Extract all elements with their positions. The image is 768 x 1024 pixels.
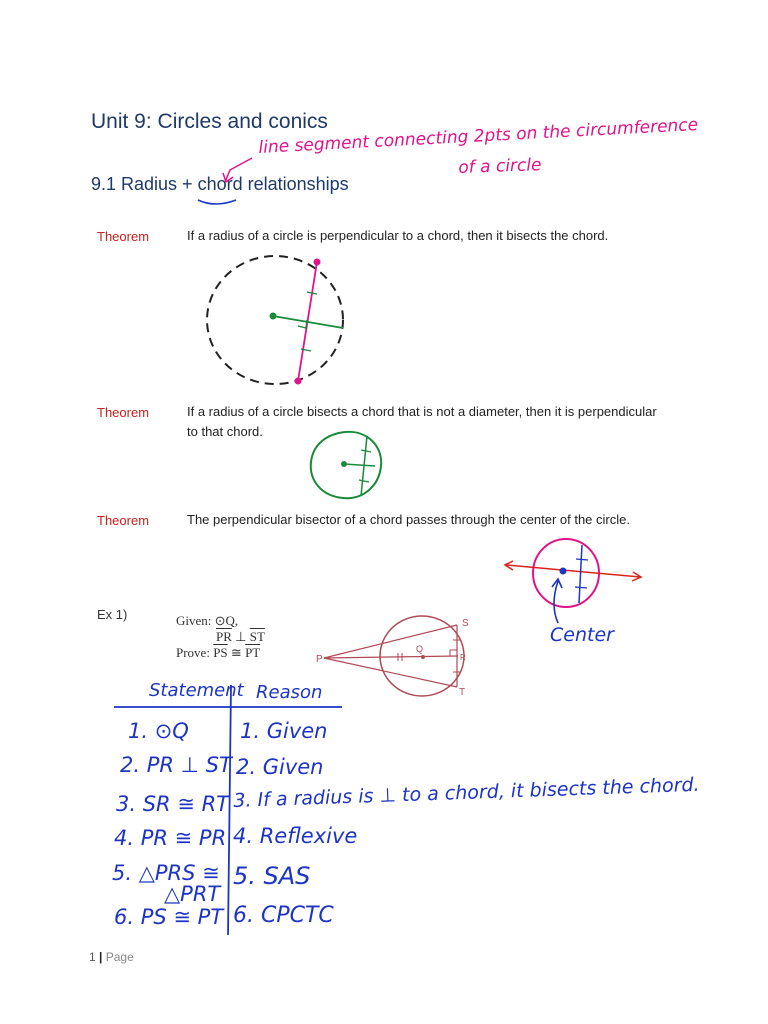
chord-definition-line1: line segment connecting 2pts on the circumference — [258, 114, 699, 158]
proof-reason-1: 1. Given — [240, 719, 328, 743]
prove-segment-pt: $\overline{PT}$ — [245, 645, 261, 660]
theorem-2-text-line1: If a radius of a circle bisects a chord that is not a diameter, then it is perpendicular — [187, 404, 657, 419]
proof-statement-1: 1. ⊙Q — [128, 719, 189, 743]
footer-separator: | — [99, 950, 103, 964]
prove-line: Prove: $\overline{PS}$ ≅ $\overline{PT}$ — [176, 645, 261, 660]
annotation-arrows — [190, 140, 310, 210]
given-segment-pr: $\overline{PR}$ — [216, 629, 232, 644]
point-q — [421, 655, 425, 659]
proof-reason-5: 5. SAS — [233, 862, 311, 890]
tick-mark-top — [576, 559, 588, 560]
chord-underline — [198, 200, 236, 204]
center-point — [560, 568, 567, 575]
unit-title: Unit 9: Circles and conics — [91, 110, 328, 133]
perpendicular-bisector — [506, 565, 640, 577]
proof-statement-5: 5. △PRS ≅ — [112, 861, 220, 885]
proof-reason-4: 4. Reflexive — [233, 824, 358, 848]
example-label: Ex 1) — [97, 607, 128, 622]
tick-mark-top — [307, 292, 317, 294]
chord-endpoint-top — [314, 259, 321, 266]
arrow-line — [225, 158, 252, 182]
proof-header-reason: Reason — [256, 682, 323, 703]
chord-definition-line2: of a circle — [458, 155, 542, 178]
chord-line — [579, 545, 582, 603]
page-label: Page — [105, 950, 134, 964]
proof-reason-3: 3. If a radius is ⊥ to a chord, it bisects the chord. — [233, 773, 700, 812]
center-label: Center — [550, 624, 614, 646]
label-p: P — [316, 654, 323, 665]
proof-header-statement: Statement — [149, 680, 244, 701]
given-perp-line: $\overline{PR}$ ⊥ $\overline{ST}$ — [216, 629, 265, 644]
tick-mark-bottom — [575, 587, 587, 588]
label-r: R — [460, 653, 466, 662]
theorem-2-label: Theorem — [97, 405, 150, 420]
section-title: 9.1 Radius + chord relationships — [91, 174, 349, 194]
given-label: Given: ⊙Q, — [176, 613, 239, 628]
page-footer — [89, 950, 134, 964]
label-s: S — [462, 618, 469, 629]
proof-reason-2: 2. Given — [236, 755, 324, 779]
segment-pr — [324, 656, 458, 658]
prove-label: Prove: — [176, 645, 210, 660]
theorem-1-text: If a radius of a circle is perpendicular to a chord, then it bisects the chord. — [187, 228, 609, 243]
center-point — [270, 313, 277, 320]
tick-mark-bottom — [359, 480, 369, 482]
given-block — [176, 613, 265, 661]
theorem-3-text: The perpendicular bisector of a chord passes through the center of the circle. — [187, 512, 630, 527]
proof-reason-6: 6. CPCTC — [233, 903, 334, 928]
proof-statement-4: 4. PR ≅ PR — [114, 826, 227, 850]
right-angle-mark — [450, 650, 457, 656]
center-pointer-arrow — [554, 581, 558, 623]
theorem-1-figure — [195, 250, 360, 395]
theorem-2-figure — [305, 428, 390, 503]
proof-statement-6: 6. PS ≅ PT — [114, 905, 224, 929]
proof-statement-2: 2. PR ⊥ ST — [120, 753, 232, 777]
theorem-2-text-line2: to that chord. — [187, 424, 263, 439]
label-q: Q — [416, 644, 424, 654]
page-number: 1 — [89, 950, 96, 964]
theorem-3-label: Theorem — [97, 513, 150, 528]
theorem-1-label: Theorem — [97, 229, 150, 244]
given-segment-st: $\overline{ST}$ — [249, 629, 265, 644]
prove-segment-ps: $\overline{PS}$ — [213, 645, 228, 660]
label-t: T — [459, 687, 466, 698]
proof-statement-5-cont: △PRT — [164, 882, 221, 906]
proof-statement-3: 3. SR ≅ RT — [116, 792, 229, 816]
theorem-3-figure — [500, 535, 650, 630]
given-line — [176, 613, 265, 629]
radius-line — [344, 464, 375, 466]
chord-endpoint-bottom — [295, 378, 302, 385]
dashed-circle — [207, 256, 343, 384]
